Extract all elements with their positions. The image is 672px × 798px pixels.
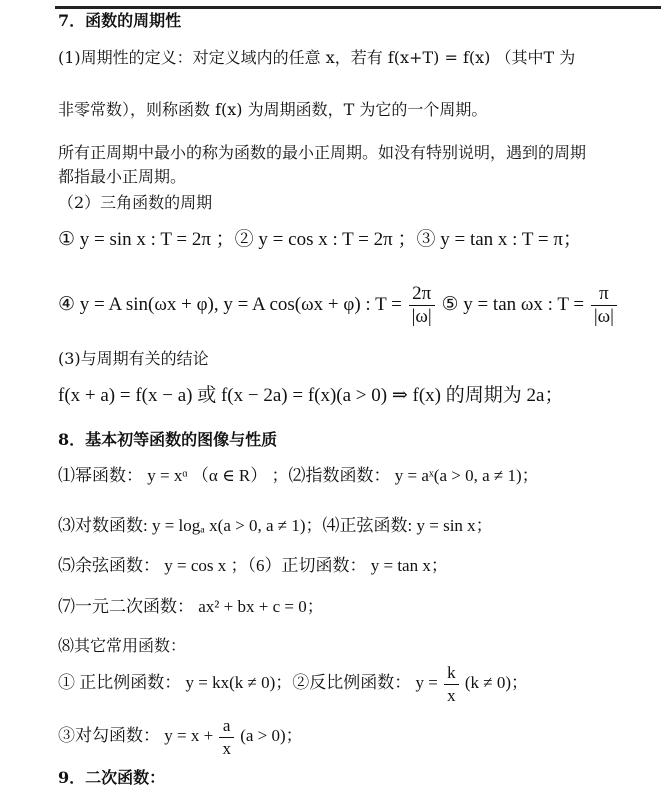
section-9-title: 9．二次函数： — [58, 768, 166, 787]
s7-periodicity-definition-line1: (1)周期性的定义：对定义域内的任意 x，若有 f(x+T) = f(x) （其中T 为 — [58, 48, 576, 67]
fraction-denominator: x — [447, 685, 456, 705]
s8-proportional-functions — [58, 660, 528, 707]
fraction-numerator: k — [444, 662, 459, 685]
section-8-title: 8．基本初等函数的图像与性质 — [58, 430, 278, 449]
fraction-numerator: a — [219, 715, 234, 738]
s8-other-functions-heading: ⑻其它常用函数： — [58, 636, 187, 655]
fraction-pi-over-omega — [591, 283, 617, 328]
s7-periodicity-definition-line2: 非零常数），则称函数 f(x) 为周期函数，T 为它的一个周期。 — [58, 100, 488, 119]
fraction-numerator: 2π — [409, 283, 435, 306]
s7-trig-periods-basic: ① y = sin x : T = 2π ；② y = cos x : T = 2π ；③ y = tan x : T = π； — [58, 229, 582, 250]
s7-subheading-trig-periods: （2）三角函数的周期 — [58, 193, 213, 212]
o3-suffix: (a > 0)； — [240, 726, 303, 745]
fraction-denominator: |ω| — [411, 306, 432, 328]
s8-power-and-exponential: ⑴幂函数： y = xᵅ （α ∈ R） ；⑵指数函数： y = aˣ(a > 0, a ≠ 1)； — [58, 466, 539, 485]
s8-hook-function — [58, 713, 303, 760]
fraction-numerator: π — [591, 283, 617, 306]
fraction-2pi-over-omega — [409, 283, 435, 328]
s8-cosine-and-tangent: ⑸余弦函数： y = cos x ；（6）正切函数： y = tan x； — [58, 556, 448, 575]
s7-trig-periods-general — [58, 282, 619, 328]
top-rule — [55, 6, 661, 9]
fraction-denominator: x — [222, 738, 231, 758]
s7-min-period-line2: 都指最小正周期。 — [58, 167, 187, 186]
s8-log-and-sine: ⑶对数函数: y = logₐ x(a > 0, a ≠ 1)；⑷正弦函数: y = sin x； — [58, 516, 493, 535]
o1-prefix: ① 正比例函数： y = kx(k ≠ 0)；②反比例函数： y = — [58, 673, 438, 692]
trig2-prefix: ④ y = A sin(ωx + φ), y = A cos(ωx + φ) : T = — [58, 294, 402, 315]
s7-period-conclusion-formula: f(x + a) = f(x − a) 或 f(x − 2a) = f(x)(a > 0) ⇒ f(x) 的周期为 2a； — [58, 385, 564, 406]
o3-prefix: ③对勾函数： y = x + — [58, 726, 214, 745]
s7-subheading-period-conclusions: (3)与周期有关的结论 — [58, 349, 209, 368]
fraction-denominator: |ω| — [593, 306, 614, 328]
section-7-title: 7．函数的周期性 — [58, 11, 182, 30]
s7-min-period-line1: 所有正周期中最小的称为函数的最小正周期。如没有特别说明，遇到的周期 — [58, 143, 587, 162]
fraction-k-over-x — [444, 662, 459, 707]
fraction-a-over-x — [219, 715, 234, 760]
o1-suffix: (k ≠ 0)； — [464, 673, 528, 692]
s8-quadratic: ⑺一元二次函数： ax² + bx + c = 0； — [58, 597, 324, 616]
trig2-middle: ⑤ y = tan ωx : T = — [441, 294, 585, 315]
